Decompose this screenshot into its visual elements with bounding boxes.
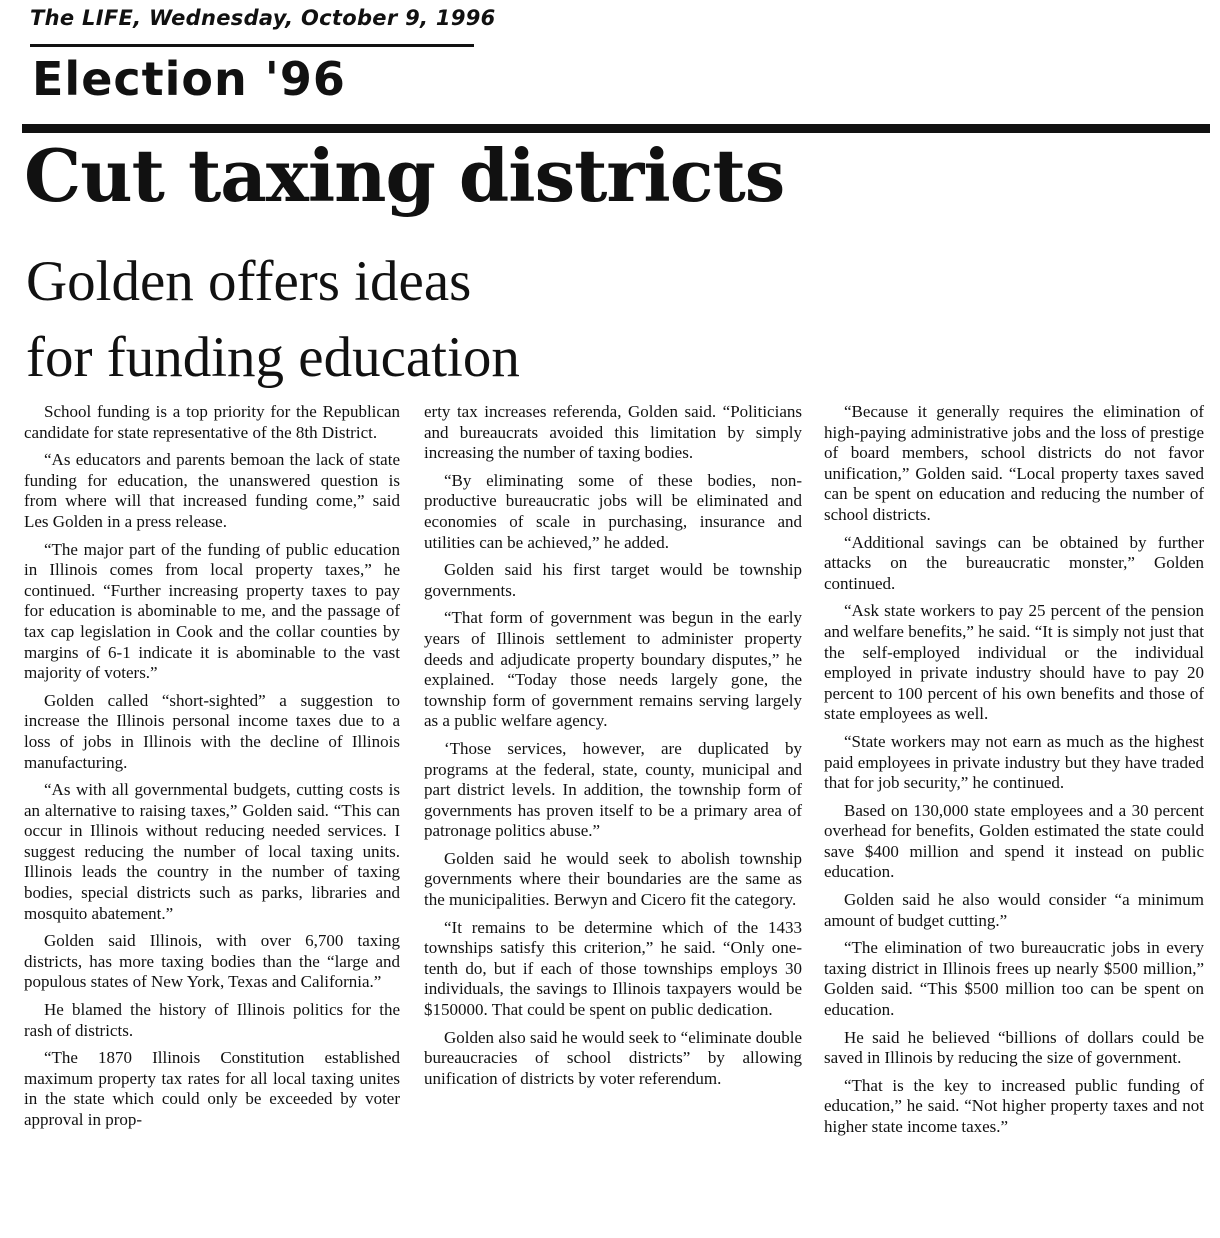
paragraph: School funding is a top priority for the Republican candidate for state representative of the 8th District.: [24, 402, 400, 442]
paragraph: “That form of government was begun in the early years of Illinois settlement to administer property deeds and adjudicate property boundary disputes,” he explained. “Today those needs largely gone, the township form of government remains serving largely as a public welfare agency.: [424, 608, 802, 731]
subhead-line-2: for funding education: [26, 326, 520, 389]
masthead: The LIFE, Wednesday, October 9, 1996: [30, 6, 496, 30]
paragraph: Golden said Illinois, with over 6,700 taxing districts, has more taxing bodies than the “large and populous states of New York, Texas and California.”: [24, 931, 400, 992]
paragraph: He blamed the history of Illinois politics for the rash of districts.: [24, 1000, 400, 1040]
section-rule: [22, 124, 1210, 133]
paragraph: “Because it generally requires the elimination of high-paying administrative jobs and the loss of prestige of board members, school districts do not favor unification,” Golden said. “Local property taxes saved can be spent on education and reducing the number of school districts.: [824, 402, 1204, 524]
paragraph: Based on 130,000 state employees and a 30 percent overhead for benefits, Golden estimated the state could save $400 million and spend it instead on public education.: [824, 800, 1204, 882]
paragraph: “The elimination of two bureaucratic jobs in every taxing district in Illinois frees up nearly $500 million,” Golden said. “This $500 million too can be spent on education.: [824, 938, 1204, 1020]
subhead-line-1: Golden offers ideas: [26, 250, 472, 313]
section-title: Election '96: [32, 52, 346, 106]
masthead-rule: [30, 44, 474, 47]
paragraph: “The 1870 Illinois Constitution established maximum property tax rates for all local taxing unites in the state which could only be exceeded by voter approval in prop-: [24, 1048, 400, 1129]
headline: Cut taxing districts: [24, 133, 785, 218]
paragraph: “State workers may not earn as much as the highest paid employees in private industry but they have traded that for job security,” he continued.: [824, 731, 1204, 793]
article-column-3: [824, 402, 1204, 1145]
paragraph: Golden said he would seek to abolish township governments where their boundaries are the same as the municipalities. Berwyn and Cicero fit the category.: [424, 848, 802, 910]
paragraph: Golden said his first target would be township governments.: [424, 560, 802, 600]
paragraph: “The major part of the funding of public education in Illinois comes from local property taxes,” he continued. “Further increasing property taxes to pay for education is abominable to me, and the passage of tax cap legislation in Cook and the collar counties by margins of 6-1 indicate it is abominable to the vast majority of voters.”: [24, 539, 400, 683]
paragraph: “Ask state workers to pay 25 percent of the pension and welfare benefits,” he said. “It is simply not just that the self-employed individual or the individual employed in private industry should have to pay 20 percent to 100 percent of his own benefits and those of state employees as well.: [824, 601, 1204, 724]
article-column-1: [24, 402, 400, 1138]
paragraph: He said he believed “billions of dollars could be saved in Illinois by reducing the size of government.: [824, 1027, 1204, 1068]
paragraph-continued: erty tax increases referenda, Golden said. “Politicians and bureaucrats avoided this limitation by simply increasing the number of taxing bodies.: [424, 402, 802, 463]
paragraph: Golden called “short-sighted” a suggestion to increase the Illinois personal income taxes due to a loss of jobs in Illinois with the decline of Illinois manufacturing.: [24, 690, 400, 772]
paragraph: “As educators and parents bemoan the lack of state funding for education, the unanswered question is from where will that increased funding come,” said Les Golden in a press release.: [24, 450, 400, 531]
paragraph: ‘Those services, however, are duplicated by programs at the federal, state, county, municipal and part district levels. In addition, the township form of governments has proven itself to be a primary area of patronage politics abuse.”: [424, 738, 802, 841]
article-column-2: [424, 402, 802, 1096]
paragraph: “By eliminating some of these bodies, non-productive bureaucratic jobs will be eliminated and economies of scale in purchasing, insurance and utilities can be achieved,” he added.: [424, 470, 802, 552]
paragraph: “As with all governmental budgets, cutting costs is an alternative to raising taxes,” Golden said. “This can occur in Illinois without reducing needed services. I suggest reducing the number of local taxing units. Illinois leads the country in the number of taxing bodies, special districts such as parks, libraries and mosquito abatement.”: [24, 780, 400, 923]
paragraph: “It remains to be determine which of the 1433 townships satisfy this criterion,” he said. “Only one-tenth do, but if each of those townships employs 30 individuals, the savings to Illinois taxpayers would be $150000. That could be spent on public dedication.: [424, 917, 802, 1020]
paragraph: Golden also said he would seek to “eliminate double bureaucracies of school districts” by allowing unification of districts by voter referendum.: [424, 1027, 802, 1088]
paragraph: Golden said he also would consider “a minimum amount of budget cutting.”: [824, 890, 1204, 930]
paragraph: “That is the key to increased public funding of education,” he said. “Not higher property taxes and not higher state income taxes.”: [824, 1075, 1204, 1136]
subhead: [26, 244, 520, 396]
paragraph: “Additional savings can be obtained by further attacks on the bureaucratic monster,” Golden continued.: [824, 532, 1204, 593]
